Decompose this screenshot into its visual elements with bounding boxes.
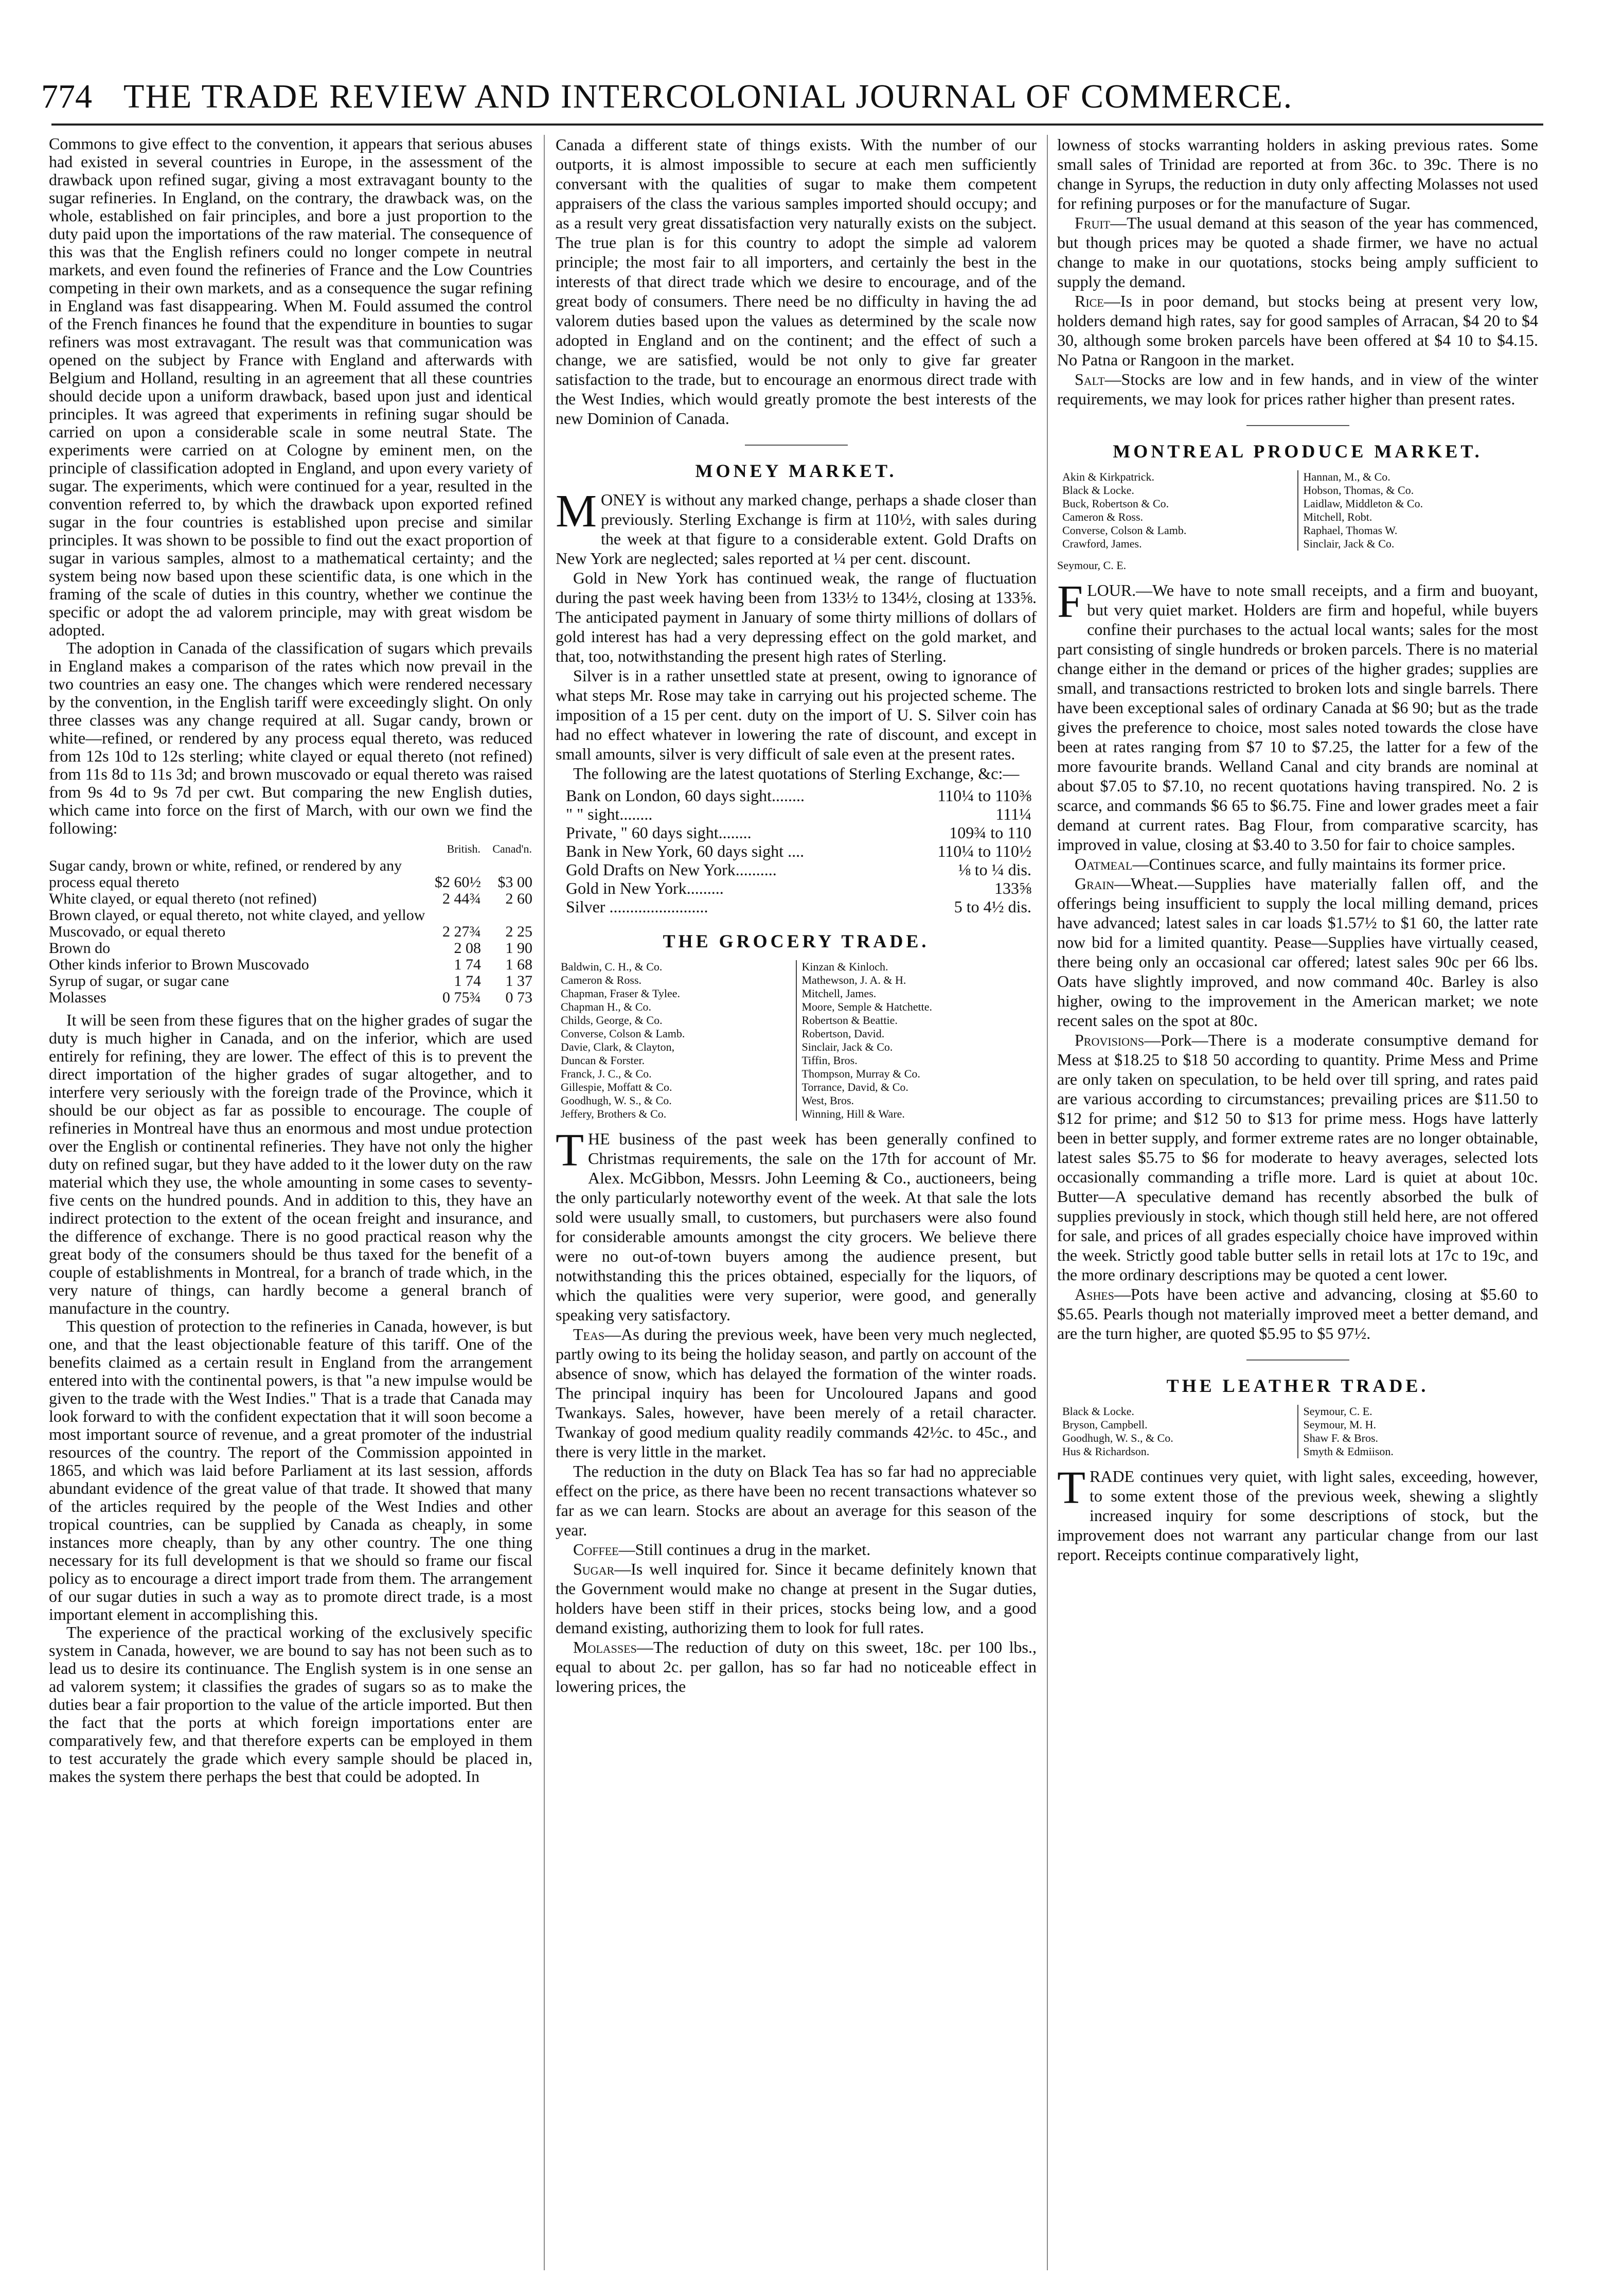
paragraph: The reduction in the duty on Black Tea has so far had no appreciable effect on the price, as there have been no recent transactions whatever so far as we can learn. Stocks are about an average for this season of the year. [556,1462,1037,1539]
table-row [556,786,1037,805]
drop-cap: T [556,1125,584,1176]
table-row [49,891,532,907]
column-header-canadian: Canad'n. [492,842,532,855]
section-divider [745,445,848,446]
firm-column [1297,470,1539,551]
firm-name: Bryson, Campbell. [1062,1418,1148,1431]
firm-name: Franck, J. C., & Co. [561,1067,652,1080]
run-in-heading: Provisions [1075,1031,1145,1049]
table-cell: $3 00 [497,874,532,891]
firm-column [1057,470,1297,551]
firm-name: Black & Locke. [1062,1405,1134,1418]
run-in-heading: Grain [1075,874,1114,893]
table-cell: Private, " 60 days sight........ [566,823,752,842]
firm-column [556,960,796,1121]
table-cell: 2 44¾ [442,890,481,907]
firm-name: Goodhugh, W. S., & Co. [1062,1432,1173,1444]
table-cell: Silver ........................ [566,897,708,916]
table-cell: ⅛ to ¼ dis. [958,860,1031,879]
firm-name: Sinclair, Jack & Co. [801,1040,893,1053]
table-cell: 111¼ [995,805,1031,823]
run-in-heading: Teas [573,1325,605,1344]
paragraph: It will be seen from these figures that on the higher grades of sugar the duty is much higher in Canada, and on the inferior, which are used entirely for refining, they are lower. The effect of this is to prevent the direct importation of the higher grades of sugar altogether, and to interfere very seriously with the foreign trade of the Province, which it should be our object as far as possible to encourage. The couple of refineries in Montreal have thus an enormous and most undue protection over the English or continental refineries. They have not only the higher duty on refined sugar, but they have added to it the lower duty on the raw material which they use, the whole amounting in some cases to seventy-five cents on the hundred pounds. And in addition to this, they have an indirect protection to the extent of the ocean freight and insurance, and the difference of exchange. There is no good practical reason why the great body of the consumers should be thus taxed for the benefit of a couple of establishments in Montreal, for a branch of trade which, in the very nature of things, can hardly become a general branch of manufacture in the country. [49,1011,532,1317]
firm-name: Moore, Semple & Hatchette. [801,1000,933,1013]
firm-name: Raphael, Thomas W. [1303,524,1398,537]
firm-name: Converse, Colson & Lamb. [1062,524,1187,537]
table-cell: 1 37 [505,973,532,990]
header-rule [51,123,1543,126]
table-cell: $2 60½ [435,874,481,891]
drop-cap: T [1057,1462,1085,1513]
drop-cap: M [556,486,597,537]
table-cell: Bank on London, 60 days sight........ [566,786,805,805]
firm-name: Cameron & Ross. [561,974,642,986]
section-divider [1246,425,1349,426]
column-header-british: British. [447,842,480,855]
firm-name: Laidlaw, Middleton & Co. [1303,497,1423,510]
firm-name: Robertson, David. [801,1027,885,1040]
paragraph [1057,576,1538,854]
table-cell: 1 74 [454,956,481,973]
table-cell: 1 68 [505,956,532,973]
paragraph-text: —Stocks are low and in few hands, and in view of the winter requirements, we may look for prices rather higher than present rates. [1057,370,1538,408]
sugar-duty-table [49,840,532,1006]
paragraph-text: —The reduction of duty on this sweet, 18c. per 100 lbs., equal to about 2c. per gallon, has so far had no noticeable effect in lowering prices, the [556,1638,1037,1695]
run-in-heading: Sugar [573,1560,615,1578]
firm-name: Goodhugh, W. S., & Co. [561,1094,672,1107]
table-cell: Other kinds inferior to Brown Muscovado [49,956,309,973]
firm-name: Duncan & Forster. [561,1054,645,1067]
paragraph [1057,1030,1538,1284]
paragraph [1057,874,1538,1030]
firm-name: Hannan, M., & Co. [1303,470,1390,483]
run-in-heading: Coffee [573,1540,619,1559]
run-in-heading: Molasses [573,1638,637,1656]
paragraph-text: ONEY is without any marked change, perhaps a shade closer than previously. Sterling Exchange is firm at 110½, with sales during the week at that figure to a considerable extent. Gold Drafts on New York are neglected; sales reported at ¼ per cent. discount. [556,490,1037,568]
paragraph [1057,854,1538,874]
section-title-money-market: MONEY MARKET. [695,461,897,481]
table-cell: 5 to 4½ dis. [954,897,1031,916]
table-cell: 2 60 [505,890,532,907]
table-cell: 2 25 [505,923,532,940]
table-cell: 0 73 [505,989,532,1006]
grocery-firm-list [556,960,1037,1121]
paragraph [1057,291,1538,369]
table-cell: Syrup of sugar, or sugar cane [49,973,229,990]
drop-cap: F [1057,576,1083,627]
firm-name: Childs, George, & Co. [561,1014,663,1027]
firm-name: Sinclair, Jack & Co. [1303,537,1395,550]
firm-name: Jeffery, Brothers & Co. [561,1107,667,1120]
table-cell: Gold in New York......... [566,879,724,897]
firm-name: Gillespie, Moffatt & Co. [561,1081,672,1093]
table-row [556,823,1037,842]
firm-name: Torrance, David, & Co. [801,1081,908,1093]
table-row [556,842,1037,860]
paragraph [1057,369,1538,409]
table-cell: Molasses [49,989,106,1006]
paragraph [556,1324,1037,1461]
firm-name: Smyth & Edmiison. [1303,1445,1394,1458]
table-cell: 133⅝ [994,879,1031,897]
journal-title: THE TRADE REVIEW AND INTERCOLONIAL JOURNAL OF COMMERCE. [123,78,1293,115]
table-cell: 0 75¾ [442,989,481,1006]
firm-name: Hobson, Thomas, & Co. [1303,484,1414,497]
firm-name: Akin & Kirkpatrick. [1062,470,1155,483]
produce-firm-extra: Seymour, C. E. [1057,559,1127,572]
paragraph: Commons to give effect to the convention, it appears that serious abuses had existed in several countries in Europe, in the assessment of the drawback upon refined sugar, giving a most extravagant bounty to the sugar refineries. In England, on the contrary, the drawback was, on the whole, established on fair principles, and bore a just proportion to the duty paid upon the importations of the raw material. The consequence of this was that the English refiners could no longer compete in neutral markets, and even found the refineries of France and the Low Countries competing in their own markets, and as a consequence the sugar refining in England was fast disappearing. When M. Fould assumed the control of the French finances he found that the expenditure in bounties to sugar refiners was most extravagant. The result was that communication was opened on the subject by France with England and afterwards with Belgium and Holland, resulting in an agreement that all these countries should decide upon a uniform drawback, based upon just and identical principles. It was agreed that experiments in refining sugar should be carried on upon a considerable scale in some neutral State. The experiments were carried on at Cologne by eminent men, on the principle of classification adopted in England, and upon every variety of sugar. The experiments, which were continued for a year, resulted in the convention referred to, by which the drawback upon exported refined sugar in the four countries is established upon precise and similar principles. It was shown to be possible to find out the exact proportion of sugar in various samples, almost to a mathematical certainty; and the system being now based upon these scientific data, is one which in the framing of the scale of duties in this country, whether we continue the specific or adopt the ad valorem principle, may with great wisdom be adopted. [49,135,532,639]
paragraph-text: —Wheat.—Supplies have materially fallen off, and the offerings being insufficient to supply the local milling demand, prices have advanced; latest sales in car loads $1.57½ to $1 60, the latter rate now bid for a limited quantity. Pease—Supplies have virtually ceased, there being only an occasional car offered; latest sales 90c per 66 lbs. Oats have slightly improved, and now command 40c. Barley is also higher, owing to the improvement in the American market; we note recent sales on the spot at 80c. [1057,874,1538,1030]
paragraph-text: —Is in poor demand, but stocks being at present very low, holders demand high rates, say for good samples of Arracan, $4 20 to $4 30, although some broken parcels have been offered at $4 10 to $4.15. No Patna or Rangoon in the market. [1057,292,1538,369]
paragraph [1057,1284,1538,1343]
paragraph: Gold in New York has continued weak, the range of fluctuation during the past week having been from 133½ to 134½, closing at 133⅝. The anticipated payment in January of some thirty millions of dollars of gold interest has had a very depressing effect on the gold market, and that, too, notwithstanding the present high rates of Sterling. [556,569,1037,665]
firm-name: Hus & Richardson. [1062,1445,1150,1458]
firm-name: Winning, Hill & Ware. [801,1107,905,1120]
table-row [49,990,532,1006]
exchange-quotations [556,786,1037,916]
run-in-heading: Salt [1075,370,1105,388]
firm-name: Mathewson, J. A. & H. [801,974,906,986]
paragraph: The following are the latest quotations of Sterling Exchange, &c:— [573,764,1020,783]
run-in-heading: Oatmeal [1075,855,1133,873]
firm-name: Seymour, C. E. [1303,1405,1372,1418]
table-cell: Brown do [49,940,111,957]
paragraph: The adoption in Canada of the classification of sugars which prevails in England makes a comparison of the rates which now prevail in the two countries an easy one. The changes which were rendered necessary by the convention, in the English tariff were exceedingly slight. On only three classes was any change required at all. Sugar candy, brown or white—refined, or rendered by any process equal thereto, was reduced from 12s 10d to 12s sterling; white clayed or equal thereto (not refined) from 11s 8d to 11s 3d; and brown muscovado or equal thereto was raised from 9s 4d to 9s 7d per cwt. But comparing the new English duties, which came into force on the first of March, with our own we find the following: [49,639,532,837]
paragraph: This question of protection to the refineries in Canada, however, is but one, and that the least objectionable feature of this tariff. One of the benefits claimed as a certain result in England from the arrangement entered into with the continental powers, is that "a new impulse would be given to the trade with the West Indies." That is a trade that Canada may look forward to with the confident expectation that it will soon become a most important source of revenue, and a great promoter of the industrial resources of the country. The report of the Commission appointed in 1865, and which was laid before Parliament at its last session, affords abundant evidence of the great value of that trade. It showed that many of the articles required by the people of the West Indies and other tropical countries, can be supplied by Canada as cheaply, in some instances more cheaply, than by any other country. The one thing necessary for its full development is that we should so frame our fiscal policy as to encourage a direct import trade from them. The arrangement of our sugar duties in such a way as to promote direct trade, is a most important element in accomplishing this. [49,1317,532,1623]
table-cell: " " sight........ [566,805,653,823]
table-row [556,897,1037,916]
table-cell: 2 08 [454,940,481,957]
table-cell: White clayed, or equal thereto (not refined) [49,890,317,907]
paragraph-text: —Is well inquired for. Since it became definitely known that the Government would make no change at present in the Sugar duties, holders have been stiff in their prices, stocks being low, and a good demand existing, authorizing them to look for full rates. [556,1560,1037,1637]
paragraph-text: —Continues scarce, and fully maintains its former price. [1132,855,1506,873]
table-row [556,860,1037,879]
table-row [49,957,532,973]
firm-name: Buck, Robertson & Co. [1062,497,1169,510]
table-row [556,879,1037,897]
run-in-heading: Fruit [1075,214,1111,232]
paragraph-text: —As during the previous week, have been very much neglected, partly owing to its being the holiday season, and partly on account of the absence of snow, which has delayed the formation of the winter roads. The principal inquiry has been for Uncoloured Japans and good Twankays. Sales, however, have been merely of a retail character. Twankay of good medium quality readily commands 42½c. to 45c., and there is very little in the market. [556,1325,1037,1461]
run-in-heading: Ashes [1075,1285,1114,1303]
paragraph-text: —Pork—There is a moderate consumptive demand for Mess at $18.25 to $18 50 according to quantity. Prime Mess and Prime are only taken on speculation, to be held over till spring, and rates paid are various according to circumstances; prevailing prices are $11.50 to $12 for prime; and $12 50 to $13 for prime mess. Hogs have latterly been in better supply, and former extreme rates are no longer obtainable, latest sales $5.75 to $6 for moderate to heavy averages, selected lots occasionally commanding a trifle more. Lard is quiet at about 10c. Butter—A speculative demand has recently absorbed the bulk of supplies previously in stock, which though still held here, are not offered for sale, and prices of all grades especially choice have improved within the week. Strictly good table butter sells in retail lots at 17c to 19c, and the more ordinary descriptions may be quoted a cent lower. [1057,1031,1538,1284]
table-row [49,973,532,990]
paragraph-text: RADE continues very quiet, with light sales, exceeding, however, to some extent those of the previous week, shewing a slightly increased inquiry for some descriptions of stock, but the improvement does not warrant any particular change from our last report. Receipts continue comparatively light, [1057,1467,1538,1564]
paragraph-text: —Still continues a drug in the market. [618,1540,871,1559]
column-divider [1047,135,1048,2270]
table-cell: Sugar candy, brown or white, refined, or rendered by any process equal thereto [49,857,402,891]
paragraph [556,486,1037,568]
paragraph: Silver is in a rather unsettled state at present, owing to ignorance of what steps Mr. Rose may take in carrying out his projected scheme. The imposition of a 15 per cent. duty on the import of U. S. Silver coin has had no effect whatever in lowering the rate of discount, and except in small amounts, silver is very difficult of sale even at the present rates. [556,666,1037,763]
table-cell: 1 90 [505,940,532,957]
firm-name: Mitchell, Robt. [1303,510,1372,523]
paragraph [556,1559,1037,1637]
firm-name: Converse, Colson & Lamb. [561,1027,685,1040]
paragraph-text: —Pots have been active and advancing, closing at $5.60 to $5.65. Pearls though not materially improved meet a better demand, and are the turn higher, are quoted $5.95 to $5 97½. [1057,1285,1538,1343]
firm-column [1057,1405,1297,1458]
paragraph [556,1540,1037,1559]
paragraph [1057,213,1538,291]
run-in-heading: Rice [1075,292,1104,310]
column-3 [1057,135,1538,2281]
firm-name: Shaw F. & Bros. [1303,1432,1379,1444]
paragraph-text: LOUR.—We have to note small receipts, and a firm and buoyant, but very quiet market. Holders are firm and hopeful, while buyers confine their purchases to the actual local wants; sales for the most part consisting of single hundreds or broken parcels. There is no material change either in the demand or prices of the higher grades; supplies are small, and transactions restricted to broken lots and single barrels. There have been exceptional sales of ordinary Canada at $6 90; but as the trade gives the preference to choice, most sales noted towards the close have been at rates ranging from $7 10 to $7.25, the latter for a few of the more favourite brands. Welland Canal and city brands are nominal at about $7.05 to $7.10, no recent quotations having transpired. No. 2 is scarce, and commands $6 65 to $6.75. Fine and lower grades meet a fair demand at current rates. Bag Flour, from comparative scarcity, has improved in value, closing at $3.40 to 3.50 for fair to choice samples. [1057,581,1538,854]
firm-column [1297,1405,1539,1458]
firm-name: Chapman, Fraser & Tylee. [561,987,681,1000]
paragraph [556,1637,1037,1696]
paragraph [556,1125,1037,1324]
produce-firm-list [1057,470,1538,551]
column-divider [544,135,545,2270]
paragraph: lowness of stocks warranting holders in asking previous rates. Some small sales of Trinidad are reported at from 36c. to 39c. There is no change in Syrups, the reduction in duty only affecting Molasses not used for refining purposes or for the manufacture of Sugar. [1057,135,1538,213]
firm-name: Black & Locke. [1062,484,1134,497]
table-row [49,858,532,891]
firm-name: Thompson, Murray & Co. [801,1067,920,1080]
table-cell: Brown clayed, or equal thereto, not white clayed, and yellow Muscovado, or equal thereto [49,907,425,940]
paragraph-text: HE business of the past week has been generally confined to Christmas requirements, the sale on the 17th for account of Mr. Alex. McGibbon, Messrs. John Leeming & Co., auctioneers, being the only particularly noteworthy event of the week. At that sale the lots sold were usually small, to customers, but purchasers were also found for considerable amounts amongst the city grocers. We believe there were no out-of-town buyers among the audience present, but notwithstanding this the prices obtained, especially for the liquors, of which the qualities were very superior, were good, and generally speaking very satisfactory. [556,1129,1037,1324]
table-cell: Bank in New York, 60 days sight .... [566,842,805,860]
table-row [49,907,532,940]
section-title-leather-trade: THE LEATHER TRADE. [1166,1375,1429,1396]
leather-firm-list [1057,1405,1538,1458]
section-title-produce-market: MONTREAL PRODUCE MARKET. [1113,441,1483,462]
firm-name: Cameron & Ross. [1062,510,1144,523]
firm-name: Davie, Clark, & Clayton, [561,1040,675,1053]
section-title-grocery-trade: THE GROCERY TRADE. [663,931,930,951]
firm-name: Baldwin, C. H., & Co. [561,960,663,973]
firm-name: Robertson & Beattie. [801,1014,898,1027]
paragraph: The experience of the practical working of the exclusively specific system in Canada, however, we are bound to say has not been such as to lead us to desire its continuance. The English system is in one sense an ad valorem system; it classifies the grades of sugars so as to make the duties bear a fair proportion to the value of the article imported. But then the fact that the ports at which foreign importations enter are comparatively few, and that therefore experts can be employed in them to test accurately the grade which every sample should be placed in, makes the system there perhaps the best that could be adopted. In [49,1623,532,1786]
table-row [49,940,532,957]
firm-name: Chapman H., & Co. [561,1000,651,1013]
paragraph [1057,1462,1538,1564]
column-2 [556,135,1037,2281]
table-row [556,805,1037,823]
section-divider [1246,1359,1349,1361]
table-cell: 110¼ to 110⅜ [937,786,1031,805]
firm-name: Tiffin, Bros. [801,1054,858,1067]
firm-name: Seymour, M. H. [1303,1418,1377,1431]
paragraph-text: —The usual demand at this season of the year has commenced, but though prices may be quoted a shade firmer, we have no actual change to make in our quotations, stocks being amply sufficient to supply the demand. [1057,214,1538,291]
column-1 [49,135,532,2281]
firm-name: Kinzan & Kinloch. [801,960,888,973]
table-cell: Gold Drafts on New York.......... [566,860,777,879]
table-cell: 110¼ to 110½ [937,842,1031,860]
paragraph: Canada a different state of things exists. With the number of our outports, it is almost impossible to secure at each men sufficiently conversant with the qualities of sugar to make them competent appraisers of the class the various samples imported should occupy; and as a result very great dissatisfaction very naturally exists on the subject. The true plan is for this country to adopt the simple ad valorem principle; the most fair to all importers, and certainly the best in the interests of that direct trade which we desire to encourage, and of the great body of consumers. There need be no difficulty in having the ad valorem duties based upon the values as determined by the scale now adopted in England and on the continent; and the effect of such a change, we are satisfied, would be not only to give far greater satisfaction to the trade, but to encourage an enormous direct trade with the West Indies, which would greatly promote the best interests of the new Dominion of Canada. [556,135,1037,428]
firm-name: West, Bros. [801,1094,854,1107]
table-cell: 1 74 [454,973,481,990]
table-cell: 2 27¾ [442,923,481,940]
firm-name: Crawford, James. [1062,537,1142,550]
firm-column [796,960,1037,1121]
firm-name: Mitchell, James. [801,987,877,1000]
page-header [41,77,1569,118]
table-cell: 109¾ to 110 [949,823,1031,842]
page-number: 774 [41,78,92,115]
